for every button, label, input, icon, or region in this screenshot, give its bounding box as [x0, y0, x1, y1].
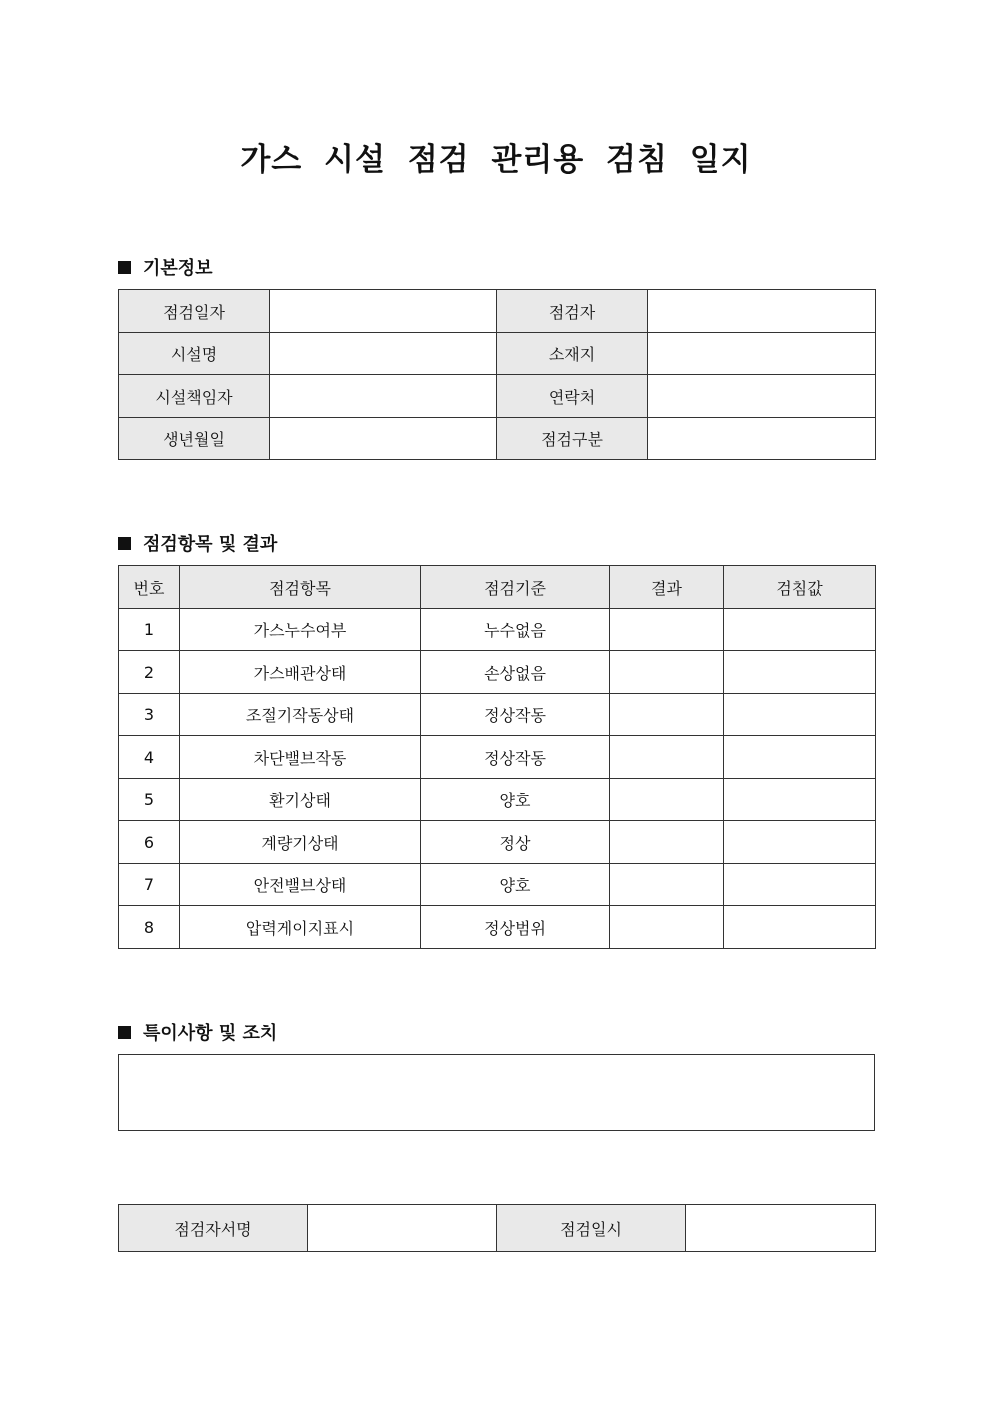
row-standard: 정상작동: [421, 736, 610, 779]
table-row: [119, 906, 876, 949]
row-number: 6: [119, 821, 180, 864]
notes-heading: [118, 1019, 277, 1045]
inspection-heading-text: 점검항목 및 결과: [143, 534, 278, 555]
row-reading-field[interactable]: [724, 906, 876, 949]
row-result-field[interactable]: [610, 906, 724, 949]
row-item: 조절기작동상태: [180, 694, 421, 736]
basic-info-row: [119, 290, 876, 333]
row-reading-field[interactable]: [724, 821, 876, 864]
row-number: 1: [119, 609, 180, 651]
row-number: 8: [119, 906, 180, 949]
row-result-field[interactable]: [610, 864, 724, 906]
location-label: 소재지: [497, 333, 648, 375]
row-number: 7: [119, 864, 180, 906]
square-bullet-icon: [118, 1026, 131, 1039]
row-number: 4: [119, 736, 180, 779]
basic-info-heading-text: 기본정보: [143, 258, 213, 279]
notes-heading-text: 특이사항 및 조치: [143, 1023, 278, 1044]
row-reading-field[interactable]: [724, 609, 876, 651]
table-row: [119, 779, 876, 821]
row-item: 환기상태: [180, 779, 421, 821]
table-row: [119, 736, 876, 779]
row-number: 3: [119, 694, 180, 736]
column-header-number: 번호: [119, 566, 180, 609]
row-result-field[interactable]: [610, 736, 724, 779]
location-field[interactable]: [648, 333, 876, 375]
table-row: [119, 864, 876, 906]
column-header-standard: 점검기준: [421, 566, 610, 609]
row-standard: 정상범위: [421, 906, 610, 949]
facility-manager-label: 시설책임자: [119, 375, 270, 418]
row-result-field[interactable]: [610, 609, 724, 651]
table-row: [119, 609, 876, 651]
inspector-signature-field[interactable]: [308, 1205, 497, 1252]
row-reading-field[interactable]: [724, 779, 876, 821]
row-result-field[interactable]: [610, 651, 724, 694]
row-standard: 누수없음: [421, 609, 610, 651]
notes-textarea[interactable]: [118, 1054, 875, 1131]
row-item: 안전밸브상태: [180, 864, 421, 906]
row-number: 5: [119, 779, 180, 821]
table-row: [119, 694, 876, 736]
inspection-type-field[interactable]: [648, 418, 876, 460]
row-standard: 양호: [421, 779, 610, 821]
square-bullet-icon: [118, 537, 131, 550]
inspection-header-row: [119, 566, 876, 609]
row-standard: 양호: [421, 864, 610, 906]
inspection-date-field[interactable]: [270, 290, 497, 333]
row-item: 가스누수여부: [180, 609, 421, 651]
inspection-heading: [118, 530, 277, 556]
basic-info-row: [119, 375, 876, 418]
signature-table: [118, 1204, 876, 1252]
row-number: 2: [119, 651, 180, 694]
contact-label: 연락처: [497, 375, 648, 418]
signature-row: [119, 1205, 876, 1252]
inspection-table: [118, 565, 876, 949]
row-reading-field[interactable]: [724, 694, 876, 736]
facility-name-field[interactable]: [270, 333, 497, 375]
row-standard: 정상: [421, 821, 610, 864]
inspector-field[interactable]: [648, 290, 876, 333]
basic-info-heading: [118, 254, 213, 280]
inspection-date-label: 점검일자: [119, 290, 270, 333]
row-result-field[interactable]: [610, 779, 724, 821]
contact-field[interactable]: [648, 375, 876, 418]
row-standard: 정상작동: [421, 694, 610, 736]
inspection-datetime-field[interactable]: [686, 1205, 876, 1252]
inspector-signature-label: 점검자서명: [119, 1205, 308, 1252]
facility-manager-field[interactable]: [270, 375, 497, 418]
table-row: [119, 651, 876, 694]
row-item: 압력게이지표시: [180, 906, 421, 949]
birth-date-field[interactable]: [270, 418, 497, 460]
column-header-reading: 검침값: [724, 566, 876, 609]
row-item: 계량기상태: [180, 821, 421, 864]
basic-info-table: [118, 289, 876, 460]
row-standard: 손상없음: [421, 651, 610, 694]
row-reading-field[interactable]: [724, 736, 876, 779]
inspection-datetime-label: 점검일시: [497, 1205, 686, 1252]
inspection-type-label: 점검구분: [497, 418, 648, 460]
birth-date-label: 생년월일: [119, 418, 270, 460]
table-row: [119, 821, 876, 864]
column-header-item: 점검항목: [180, 566, 421, 609]
square-bullet-icon: [118, 261, 131, 274]
basic-info-row: [119, 418, 876, 460]
document-title: 가스 시설 점검 관리용 검침 일지: [240, 142, 752, 178]
basic-info-row: [119, 333, 876, 375]
inspector-label: 점검자: [497, 290, 648, 333]
row-reading-field[interactable]: [724, 651, 876, 694]
facility-name-label: 시설명: [119, 333, 270, 375]
row-item: 차단밸브작동: [180, 736, 421, 779]
row-result-field[interactable]: [610, 821, 724, 864]
column-header-result: 결과: [610, 566, 724, 609]
row-result-field[interactable]: [610, 694, 724, 736]
row-item: 가스배관상태: [180, 651, 421, 694]
row-reading-field[interactable]: [724, 864, 876, 906]
